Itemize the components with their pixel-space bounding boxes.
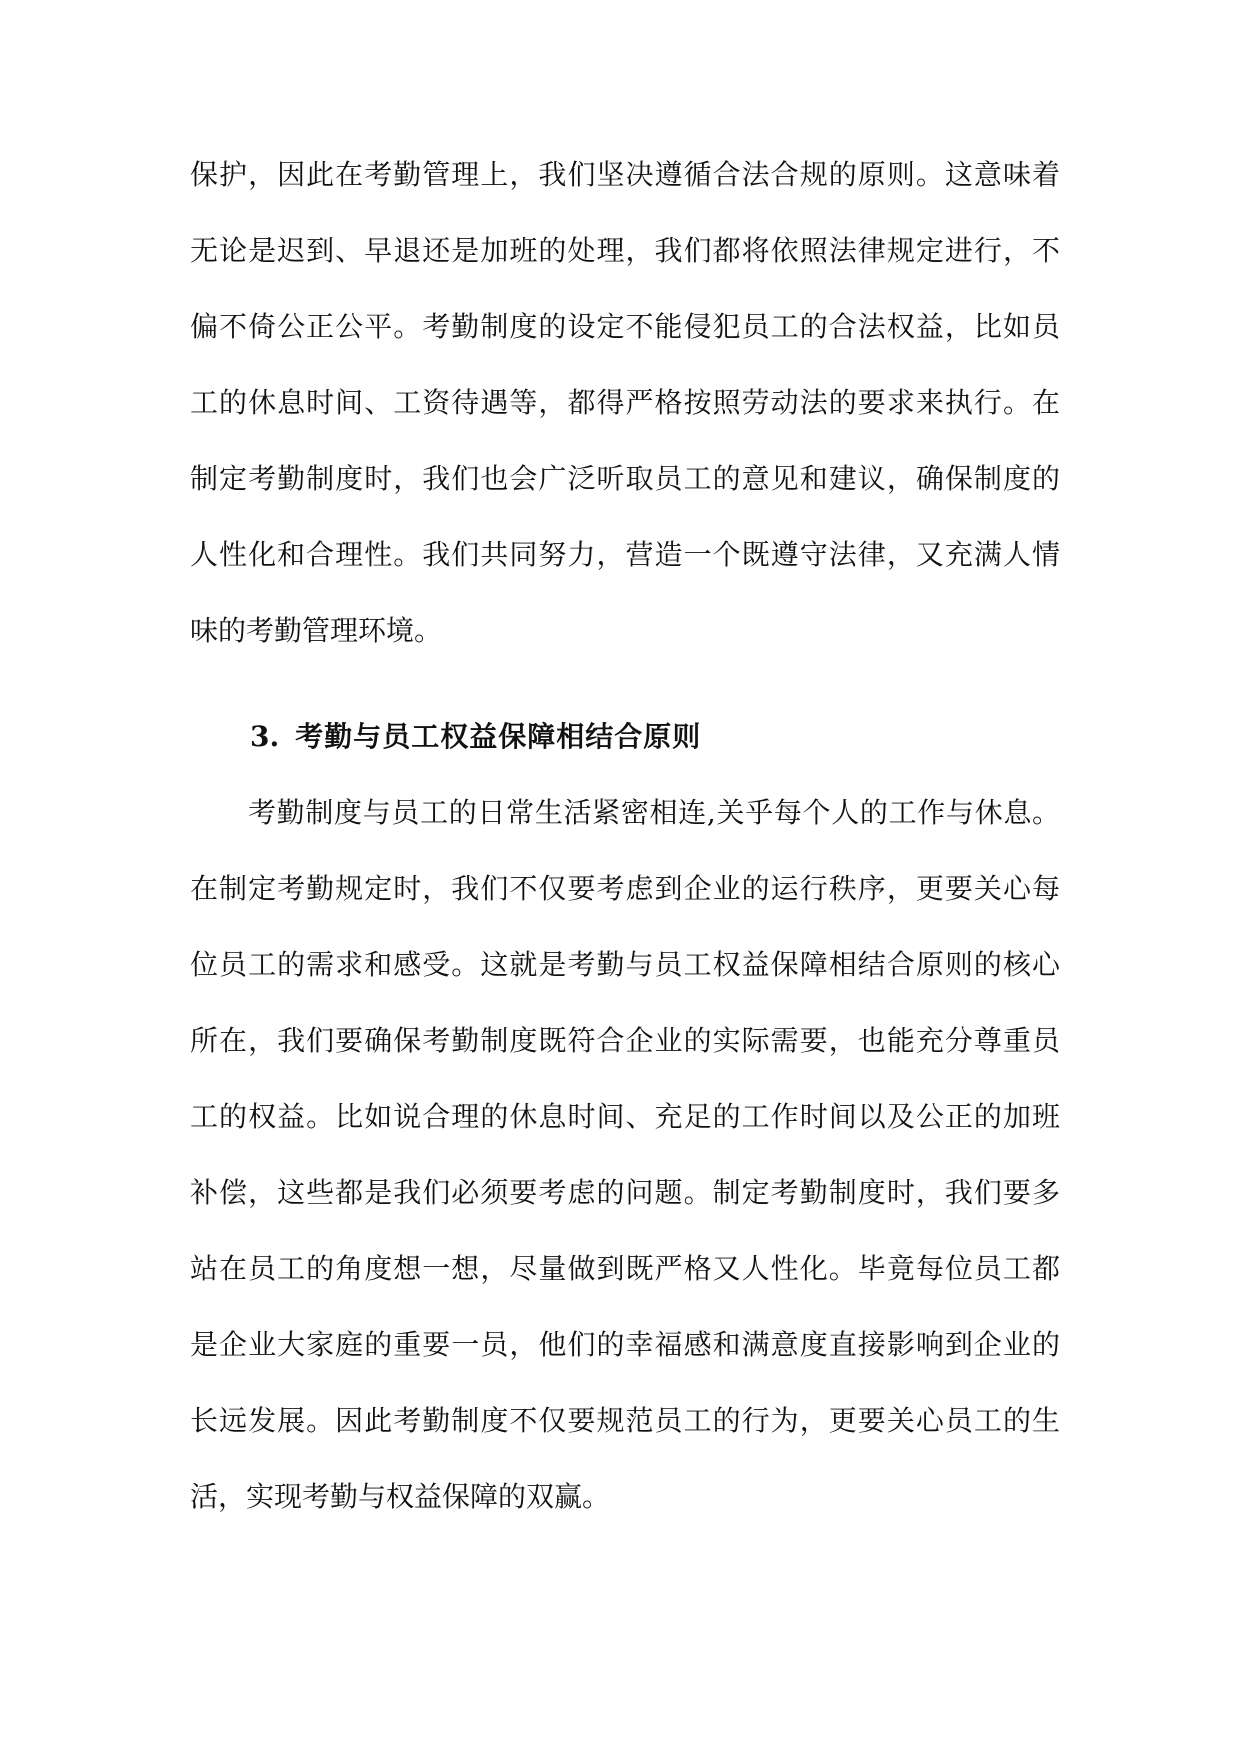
paragraph bbox=[190, 137, 1060, 669]
paragraph-line: 是企业大家庭的重要一员，他们的幸福感和满意度直接影响到企业的 bbox=[190, 1328, 1060, 1361]
paragraph-line: 活，实现考勤与权益保障的双赢。 bbox=[190, 1480, 611, 1513]
section-heading bbox=[190, 699, 1060, 775]
paragraph-line: 站在员工的角度想一想，尽量做到既严格又人性化。毕竟每位员工都 bbox=[190, 1252, 1060, 1285]
paragraph-line: 工的休息时间、工资待遇等，都得严格按照劳动法的要求来执行。在 bbox=[190, 386, 1060, 419]
section-title: 考勤与员工权益保障相结合原则 bbox=[295, 720, 702, 753]
paragraph-line: 人性化和合理性。我们共同努力，营造一个既遵守法律，又充满人情 bbox=[190, 538, 1060, 571]
paragraph bbox=[190, 775, 1060, 1535]
paragraph-line: 无论是迟到、早退还是加班的处理，我们都将依照法律规定进行，不 bbox=[190, 234, 1060, 267]
paragraph-line: 保护，因此在考勤管理上，我们坚决遵循合法合规的原则。这意味着 bbox=[190, 158, 1060, 191]
paragraph-line: 工的权益。比如说合理的休息时间、充足的工作时间以及公正的加班 bbox=[190, 1100, 1060, 1133]
paragraph-line: 制定考勤制度时，我们也会广泛听取员工的意见和建议，确保制度的 bbox=[190, 462, 1060, 495]
paragraph-line: 味的考勤管理环境。 bbox=[190, 614, 443, 647]
section-number: 3. bbox=[250, 720, 280, 753]
paragraph-line: 所在，我们要确保考勤制度既符合企业的实际需要，也能充分尊重员 bbox=[190, 1024, 1060, 1057]
paragraph-line: 位员工的需求和感受。这就是考勤与员工权益保障相结合原则的核心 bbox=[190, 948, 1060, 981]
paragraph-line: 偏不倚公正公平。考勤制度的设定不能侵犯员工的合法权益，比如员 bbox=[190, 310, 1060, 343]
document-body bbox=[190, 137, 1060, 1535]
paragraph-line: 在制定考勤规定时，我们不仅要考虑到企业的运行秩序，更要关心每 bbox=[190, 872, 1060, 905]
paragraph-line: 补偿，这些都是我们必须要考虑的问题。制定考勤制度时，我们要多 bbox=[190, 1176, 1060, 1209]
paragraph-line: 考勤制度与员工的日常生活紧密相连,关乎每个人的工作与休息。 bbox=[248, 796, 1060, 829]
paragraph-line: 长远发展。因此考勤制度不仅要规范员工的行为，更要关心员工的生 bbox=[190, 1404, 1060, 1437]
